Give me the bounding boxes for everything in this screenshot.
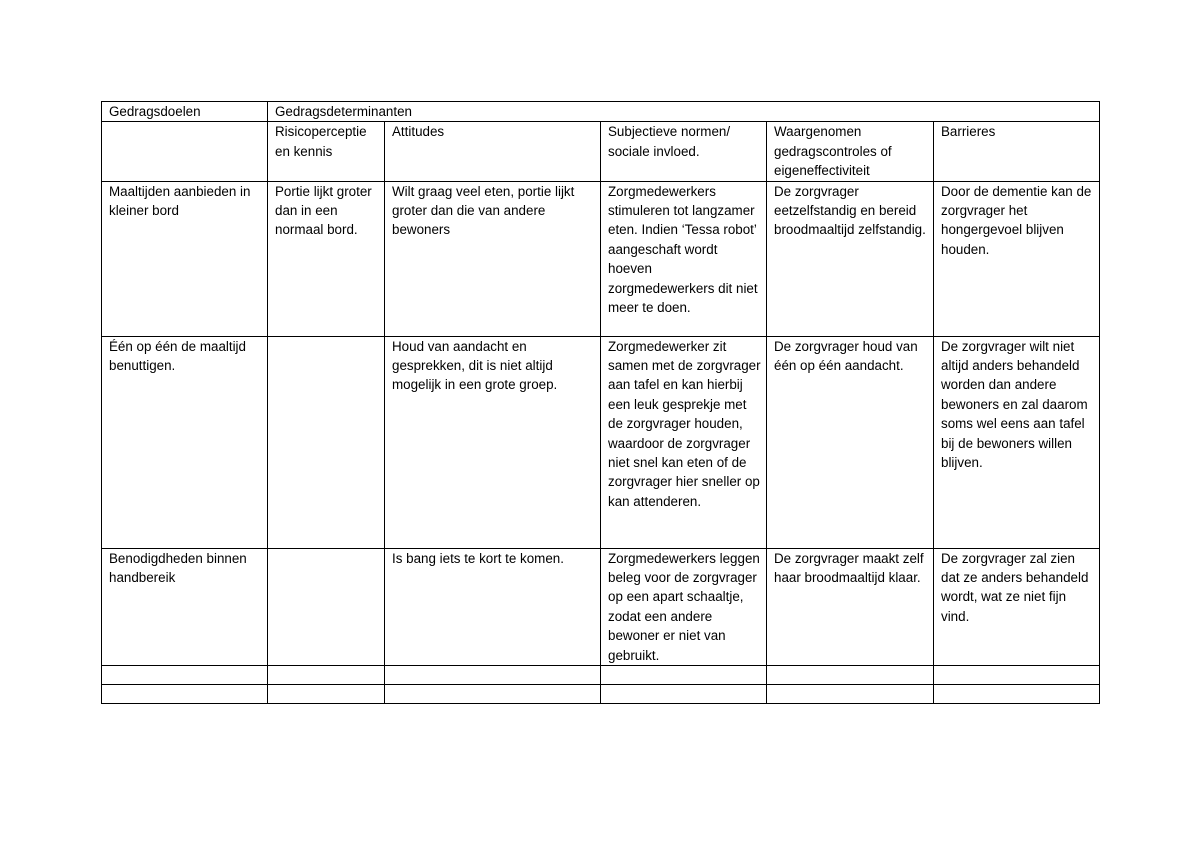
behavior-determinants-table xyxy=(101,101,1100,704)
column-header-social-norms: Subjectieve normen/ sociale invloed. xyxy=(601,122,767,181)
empty-cell xyxy=(601,685,767,704)
empty-cell xyxy=(601,666,767,685)
column-header-self-efficacy: Waargenomen gedragscontroles of eigeneffectiviteit xyxy=(767,122,934,181)
empty-cell xyxy=(102,666,268,685)
goals-header: Gedragsdoelen xyxy=(102,102,268,122)
empty-cell xyxy=(385,685,601,704)
empty-cell xyxy=(268,666,385,685)
empty-cell xyxy=(934,666,1100,685)
table-row xyxy=(102,336,1100,548)
empty-cell xyxy=(767,685,934,704)
determinants-header: Gedragsdeterminanten xyxy=(268,102,1100,122)
table-cell: De zorgvrager houd van één op één aandacht. xyxy=(767,336,934,548)
table-cell: Is bang iets te kort te komen. xyxy=(385,548,601,665)
table-cell: De zorgvrager zal zien dat ze anders behandeld wordt, wat ze niet fijn vind. xyxy=(934,548,1100,665)
table-cell: Zorgmedewerker zit samen met de zorgvrager aan tafel en kan hierbij een leuk gesprekje met de zorgvrager houden, waardoor de zorgvrager niet snel kan eten of de zorgvrager hier sneller op kan attenderen. xyxy=(601,336,767,548)
table-cell: Wilt graag veel eten, portie lijkt groter dan die van andere bewoners xyxy=(385,181,601,336)
table-cell: De zorgvrager wilt niet altijd anders behandeld worden dan andere bewoners en zal daarom soms wel eens aan tafel bij de bewoners willen blijven. xyxy=(934,336,1100,548)
table-row xyxy=(102,181,1100,336)
empty-cell xyxy=(268,685,385,704)
empty-cell xyxy=(385,666,601,685)
empty-cell xyxy=(767,666,934,685)
column-header-barriers: Barrieres xyxy=(934,122,1100,181)
table-cell: Zorgmedewerkers leggen beleg voor de zorgvrager op een apart schaaltje, zodat een andere bewoner er niet van gebruikt. xyxy=(601,548,767,665)
column-header-risk-perception: Risicoperceptie en kennis xyxy=(268,122,385,181)
empty-corner-cell xyxy=(102,122,268,181)
table-cell: Door de dementie kan de zorgvrager het hongergevoel blijven houden. xyxy=(934,181,1100,336)
table-cell xyxy=(268,336,385,548)
table-row xyxy=(102,548,1100,665)
empty-table-row xyxy=(102,666,1100,685)
table-cell: Zorgmedewerkers stimuleren tot langzamer eten. Indien ‘Tessa robot’ aangeschaft wordt hoeven zorgmedewerkers dit niet meer te doen. xyxy=(601,181,767,336)
row-goal-cell: Benodigdheden binnen handbereik xyxy=(102,548,268,665)
empty-table-row xyxy=(102,685,1100,704)
table-cell xyxy=(268,548,385,665)
row-goal-cell: Één op één de maaltijd benuttigen. xyxy=(102,336,268,548)
empty-cell xyxy=(934,685,1100,704)
table-header-row xyxy=(102,102,1100,122)
column-header-row xyxy=(102,122,1100,181)
table-cell: De zorgvrager maakt zelf haar broodmaaltijd klaar. xyxy=(767,548,934,665)
row-goal-cell: Maaltijden aanbieden in kleiner bord xyxy=(102,181,268,336)
table-cell: Portie lijkt groter dan in een normaal bord. xyxy=(268,181,385,336)
empty-cell xyxy=(102,685,268,704)
table-cell: Houd van aandacht en gesprekken, dit is niet altijd mogelijk in een grote groep. xyxy=(385,336,601,548)
column-header-attitudes: Attitudes xyxy=(385,122,601,181)
table-cell: De zorgvrager eetzelfstandig en bereid broodmaaltijd zelfstandig. xyxy=(767,181,934,336)
